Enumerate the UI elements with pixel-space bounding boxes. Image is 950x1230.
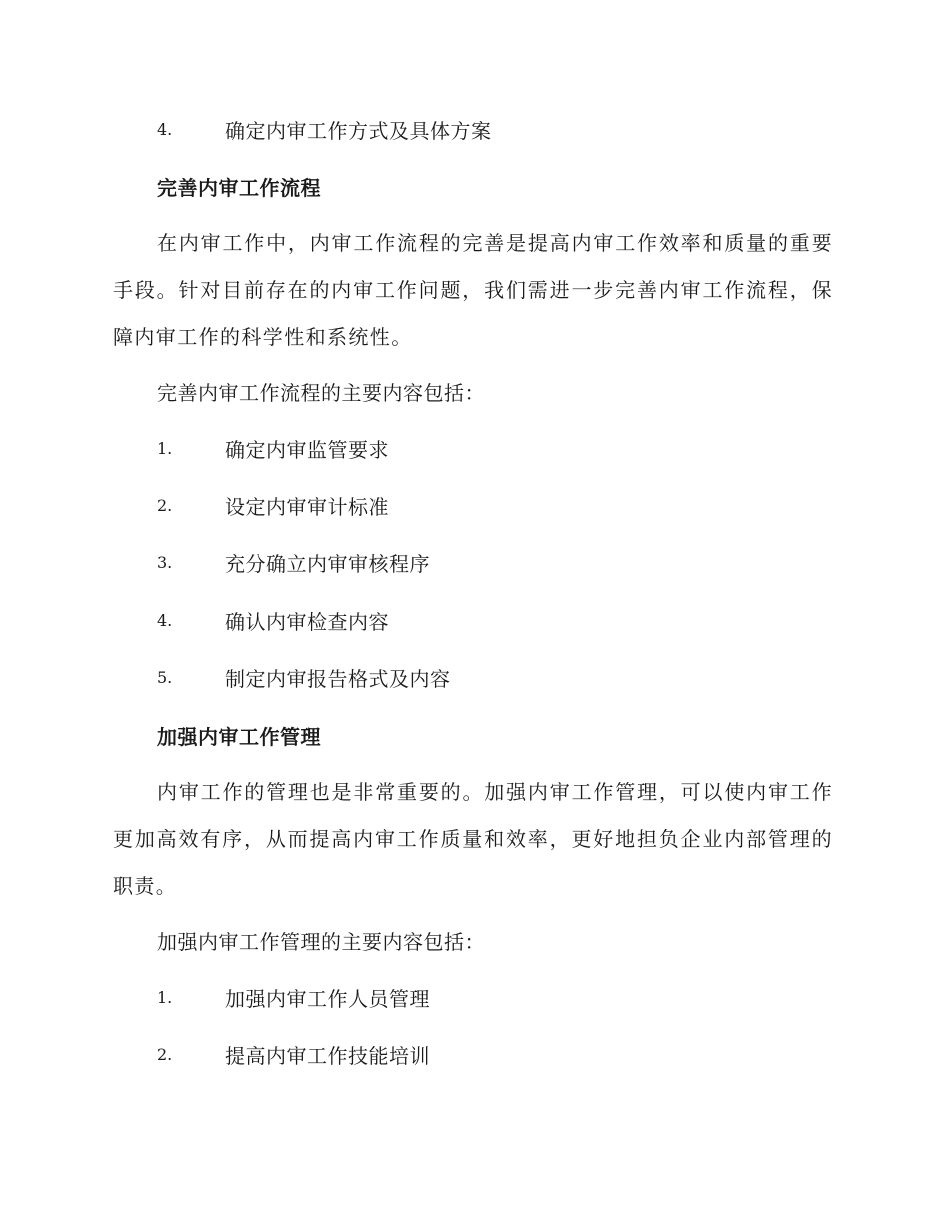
list-number: 1. — [157, 987, 173, 1007]
list-intro: 加强内审工作管理的主要内容包括： — [157, 930, 485, 954]
list-item — [157, 982, 430, 1012]
section-heading: 完善内审工作流程 — [157, 176, 321, 200]
list-text: 确定内审工作方式及具体方案 — [225, 118, 492, 143]
list-number: 3. — [157, 552, 173, 572]
list-item — [157, 1039, 430, 1069]
list-number: 4. — [157, 610, 173, 630]
list-item — [157, 547, 430, 577]
list-text: 加强内审工作人员管理 — [225, 986, 430, 1011]
section-paragraph: 内审工作的管理也是非常重要的。加强内审工作管理，可以使内审工作更加高效有序，从而提高内审工作质量和效率，更好地担负企业内部管理的职责。 — [113, 780, 833, 898]
list-item — [157, 433, 389, 463]
list-number: 2. — [157, 1044, 173, 1064]
list-number: 2. — [157, 495, 173, 515]
list-number: 5. — [157, 667, 173, 687]
list-intro: 完善内审工作流程的主要内容包括： — [157, 381, 485, 405]
list-text: 确认内审检查内容 — [225, 609, 389, 634]
list-text: 提高内审工作技能培训 — [225, 1043, 430, 1068]
list-text: 制定内审报告格式及内容 — [225, 666, 451, 691]
list-item — [157, 605, 389, 635]
list-text: 确定内审监管要求 — [225, 437, 389, 462]
list-text: 充分确立内审审核程序 — [225, 551, 430, 576]
list-text: 设定内审审计标准 — [225, 494, 389, 519]
section-paragraph: 在内审工作中，内审工作流程的完善是提高内审工作效率和质量的重要手段。针对目前存在的内审工作问题，我们需进一步完善内审工作流程，保障内审工作的科学性和系统性。 — [113, 231, 833, 349]
list-item — [157, 490, 389, 520]
section-heading: 加强内审工作管理 — [157, 725, 321, 749]
list-item — [157, 662, 451, 692]
list-number: 1. — [157, 438, 173, 458]
list-number: 4. — [157, 119, 173, 139]
list-item — [157, 114, 492, 144]
